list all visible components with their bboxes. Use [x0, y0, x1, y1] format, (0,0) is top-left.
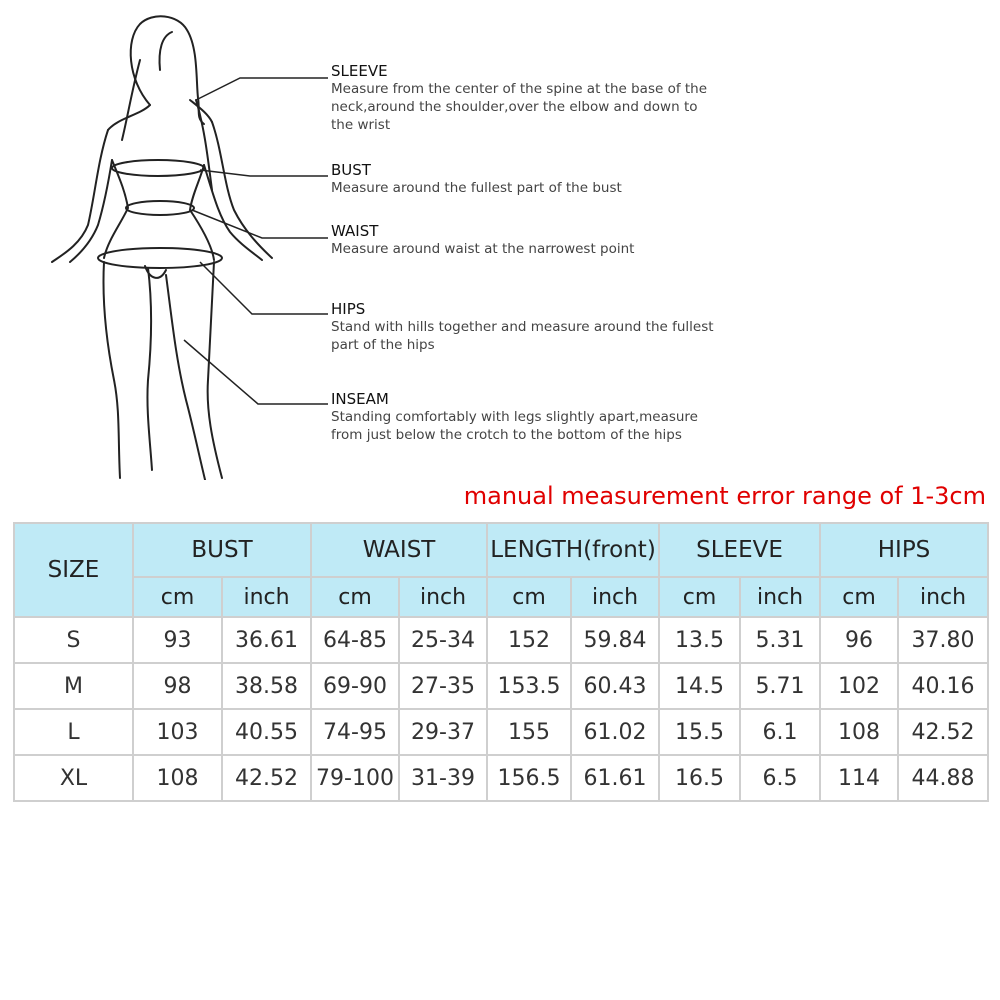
- right-leg-outer: [208, 262, 222, 478]
- unit-header: cm: [487, 577, 571, 617]
- waist-leader: [192, 210, 328, 238]
- left-arm-outer: [52, 130, 108, 262]
- size-column-header: SIZE: [14, 523, 133, 617]
- table-cell: 69-90: [311, 663, 399, 709]
- guide-waist-title: WAIST: [331, 222, 379, 240]
- table-cell: 42.52: [222, 755, 311, 801]
- table-row: [14, 755, 988, 801]
- unit-header: cm: [659, 577, 740, 617]
- guide-bust-desc-line-1: Measure around the fullest part of the bust: [331, 180, 622, 196]
- table-cell: 152: [487, 617, 571, 663]
- size-cell: M: [14, 663, 133, 709]
- table-cell: 103: [133, 709, 222, 755]
- guide-inseam: [331, 390, 791, 444]
- table-row: [14, 617, 988, 663]
- group-header-sleeve: SLEEVE: [659, 523, 820, 577]
- measurement-error-note: manual measurement error range of 1-3cm: [463, 482, 986, 510]
- size-cell: XL: [14, 755, 133, 801]
- group-header-hips: HIPS: [820, 523, 988, 577]
- right-leg-inner: [166, 275, 208, 480]
- table-cell: 155: [487, 709, 571, 755]
- table-header-row-units: [14, 577, 988, 617]
- guide-hips: [331, 300, 791, 354]
- table-row: [14, 709, 988, 755]
- table-cell: 25-34: [399, 617, 487, 663]
- table-row: [14, 663, 988, 709]
- table-cell: 59.84: [571, 617, 659, 663]
- table-cell: 114: [820, 755, 898, 801]
- group-header-length: LENGTH(front): [487, 523, 659, 577]
- table-cell: 40.55: [222, 709, 311, 755]
- unit-header: cm: [133, 577, 222, 617]
- torso-left: [104, 160, 128, 258]
- size-cell: L: [14, 709, 133, 755]
- table-cell: 42.52: [898, 709, 988, 755]
- hair-left-fall: [122, 60, 140, 140]
- unit-header: inch: [571, 577, 659, 617]
- unit-header: cm: [311, 577, 399, 617]
- table-cell: 108: [820, 709, 898, 755]
- unit-header: inch: [222, 577, 311, 617]
- guide-sleeve-desc-line-3: the wrist: [331, 117, 391, 133]
- guide-sleeve-title: SLEEVE: [331, 62, 388, 80]
- group-header-bust: BUST: [133, 523, 311, 577]
- table-cell: 44.88: [898, 755, 988, 801]
- table-cell: 102: [820, 663, 898, 709]
- waist-ring: [126, 201, 194, 215]
- hair-outline: [131, 16, 204, 124]
- table-cell: 64-85: [311, 617, 399, 663]
- bust-leader: [200, 170, 328, 176]
- table-cell: 156.5: [487, 755, 571, 801]
- table-cell: 61.02: [571, 709, 659, 755]
- table-cell: 40.16: [898, 663, 988, 709]
- table-cell: 6.5: [740, 755, 820, 801]
- table-cell: 27-35: [399, 663, 487, 709]
- bust-ring: [112, 160, 204, 176]
- guide-hips-desc-line-2: part of the hips: [331, 337, 435, 353]
- table-cell: 98: [133, 663, 222, 709]
- table-cell: 61.61: [571, 755, 659, 801]
- table-cell: 38.58: [222, 663, 311, 709]
- table-cell: 15.5: [659, 709, 740, 755]
- unit-header: inch: [399, 577, 487, 617]
- guide-waist-desc-line-1: Measure around waist at the narrowest point: [331, 241, 635, 257]
- table-cell: 108: [133, 755, 222, 801]
- table-cell: 37.80: [898, 617, 988, 663]
- table-header-row-groups: [14, 523, 988, 577]
- guide-inseam-desc-line-2: from just below the crotch to the bottom of the hips: [331, 427, 682, 443]
- table-cell: 5.31: [740, 617, 820, 663]
- table-cell: 29-37: [399, 709, 487, 755]
- guide-bust: [331, 161, 791, 197]
- table-cell: 13.5: [659, 617, 740, 663]
- guide-inseam-desc-line-1: Standing comfortably with legs slightly apart,measure: [331, 409, 698, 425]
- hair-inner: [160, 32, 173, 70]
- guide-inseam-title: INSEAM: [331, 390, 389, 408]
- group-header-waist: WAIST: [311, 523, 487, 577]
- right-arm-inner: [204, 165, 262, 260]
- hips-leader: [200, 262, 328, 314]
- table-cell: 93: [133, 617, 222, 663]
- table-cell: 74-95: [311, 709, 399, 755]
- table-cell: 5.71: [740, 663, 820, 709]
- left-leg-outer: [103, 262, 120, 478]
- table-cell: 79-100: [311, 755, 399, 801]
- table-cell: 36.61: [222, 617, 311, 663]
- table-cell: 96: [820, 617, 898, 663]
- inseam-leader: [184, 340, 328, 404]
- table-cell: 16.5: [659, 755, 740, 801]
- guide-waist: [331, 222, 791, 258]
- guide-sleeve-desc-line-2: neck,around the shoulder,over the elbow and down to: [331, 99, 698, 115]
- size-cell: S: [14, 617, 133, 663]
- size-chart-table: [13, 522, 989, 802]
- unit-header: cm: [820, 577, 898, 617]
- unit-header: inch: [898, 577, 988, 617]
- guide-sleeve-desc-line-1: Measure from the center of the spine at the base of the: [331, 81, 708, 97]
- sleeve-leader: [196, 78, 328, 100]
- left-leg-inner: [147, 268, 152, 470]
- table-cell: 14.5: [659, 663, 740, 709]
- table-cell: 153.5: [487, 663, 571, 709]
- guide-hips-title: HIPS: [331, 300, 366, 318]
- table-cell: 31-39: [399, 755, 487, 801]
- guide-bust-title: BUST: [331, 161, 371, 179]
- table-cell: 6.1: [740, 709, 820, 755]
- guide-hips-desc-line-1: Stand with hills together and measure around the fullest: [331, 319, 714, 335]
- table-cell: 60.43: [571, 663, 659, 709]
- unit-header: inch: [740, 577, 820, 617]
- guide-sleeve: [331, 62, 791, 134]
